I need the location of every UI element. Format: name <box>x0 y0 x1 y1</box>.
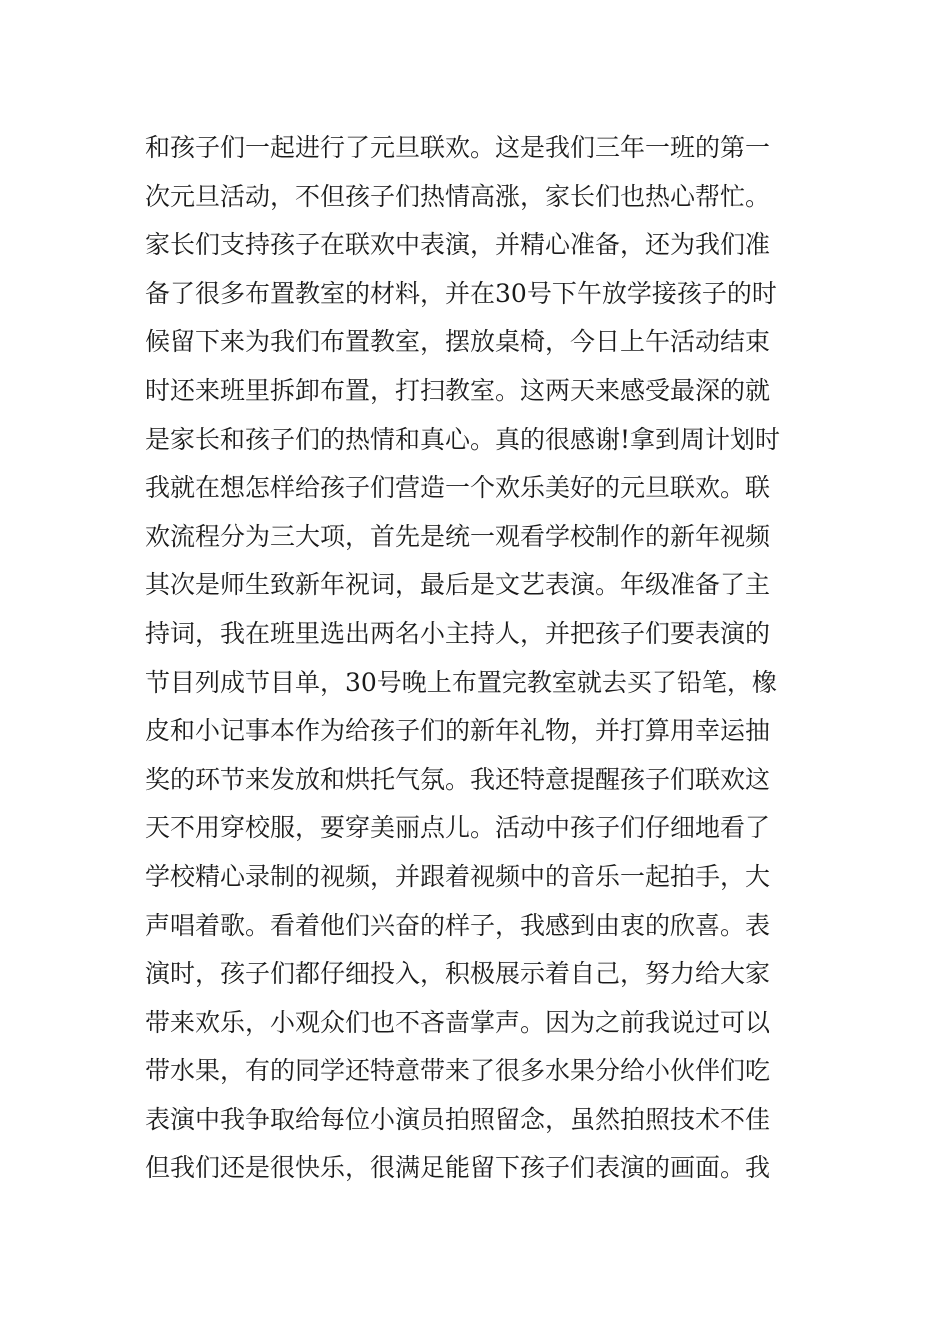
text-line: 带水果，有的同学还特意带来了很多水果分给小伙伴们吃 <box>145 1056 771 1086</box>
text-line: 时还来班里拆卸布置，打扫教室。这两天来感受最深的就 <box>145 375 771 405</box>
text-line: 奖的环节来发放和烘托气氛。我还特意提醒孩子们联欢这 <box>145 764 771 794</box>
text-line: 是家长和孩子们的热情和真心。真的很感谢!拿到周计划时 <box>145 424 781 454</box>
text-line: 欢流程分为三大项，首先是统一观看学校制作的新年视频 <box>145 521 771 551</box>
text-line: 持词，我在班里选出两名小主持人，并把孩子们要表演的 <box>145 618 771 648</box>
text-line: 候留下来为我们布置教室，摆放桌椅，今日上午活动结束 <box>145 327 771 357</box>
text-line: 皮和小记事本作为给孩子们的新年礼物，并打算用幸运抽 <box>145 716 771 746</box>
text-line: 演时，孩子们都仔细投入，积极展示着自己，努力给大家 <box>145 959 771 989</box>
text-line: 次元旦活动，不但孩子们热情高涨，家长们也热心帮忙。 <box>145 181 771 211</box>
text-line: 我就在想怎样给孩子们营造一个欢乐美好的元旦联欢。联 <box>145 473 771 503</box>
text-line: 但我们还是很快乐，很满足能留下孩子们表演的画面。我 <box>145 1153 771 1183</box>
text-line: 备了很多布置教室的材料，并在30号下午放学接孩子的时 <box>145 278 777 308</box>
text-line: 和孩子们一起进行了元旦联欢。这是我们三年一班的第一 <box>145 133 771 162</box>
text-line: 天不用穿校服，要穿美丽点儿。活动中孩子们仔细地看了 <box>145 813 771 843</box>
text-line: 其次是师生致新年祝词，最后是文艺表演。年级准备了主 <box>145 570 771 600</box>
body-text <box>145 124 815 1193</box>
text-line: 学校精心录制的视频，并跟着视频中的音乐一起拍手，大 <box>145 861 771 891</box>
text-line: 声唱着歌。看着他们兴奋的样子，我感到由衷的欣喜。表 <box>145 910 771 940</box>
text-line: 表演中我争取给每位小演员拍照留念，虽然拍照技术不佳 <box>145 1104 771 1134</box>
text-line: 带来欢乐，小观众们也不吝啬掌声。因为之前我说过可以 <box>145 1007 771 1037</box>
text-line: 家长们支持孩子在联欢中表演，并精心准备，还为我们准 <box>145 230 771 260</box>
text-line: 节目列成节目单，30号晚上布置完教室就去买了铅笔，橡 <box>145 667 777 697</box>
